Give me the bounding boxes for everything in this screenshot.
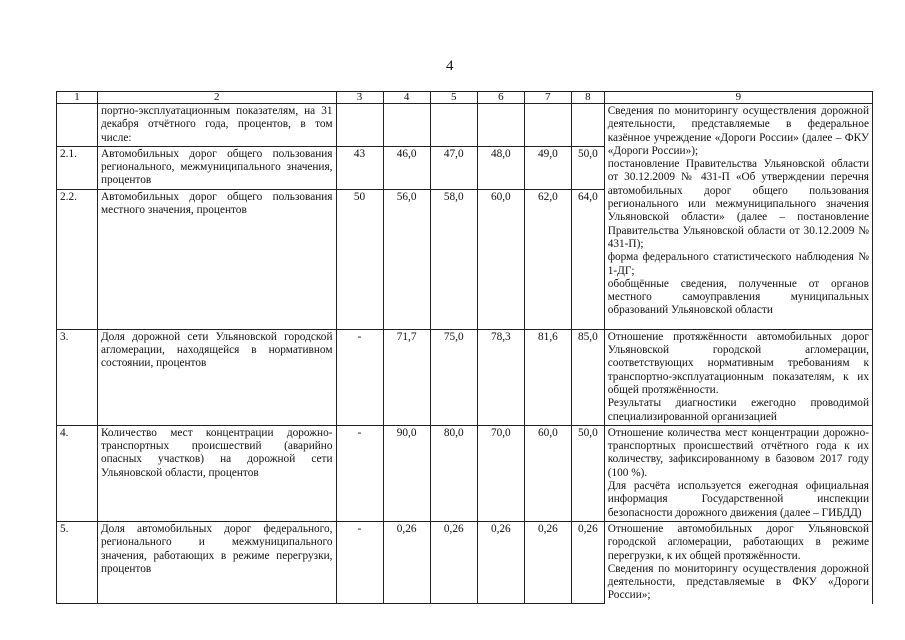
value-cell: 48,0	[477, 146, 524, 189]
source-paragraph: Сведения по мониторингу осуществления дорожной деятельности, представляемые в федеральное казённое учреждение «Дороги России» (далее – ФКУ «Дороги России»);	[607, 105, 869, 157]
column-header: 6	[477, 92, 524, 104]
value-cell: 85,0	[571, 329, 604, 425]
page-number: 4	[446, 58, 454, 74]
value-cell: 0,26	[571, 521, 604, 603]
value-cell: 49,0	[524, 146, 571, 189]
row-number: 3.	[57, 329, 98, 425]
value-cell: 0,26	[524, 521, 571, 603]
value-cell: 60,0	[524, 425, 571, 521]
value-cell: 60,0	[477, 189, 524, 329]
indicator-name: портно-эксплуатационным показателям, на 31 декабря отчётного года, процентов, в том числе:	[97, 104, 336, 147]
value-cell: -	[336, 329, 383, 425]
table-row	[57, 104, 873, 147]
indicators-table	[56, 91, 873, 604]
source-cell	[604, 425, 872, 521]
indicator-name: Автомобильных дорог общего пользования местного значения, процентов	[97, 189, 336, 329]
indicator-name: Автомобильных дорог общего пользования регионального, межмуниципального значения, процентов	[97, 146, 336, 189]
source-paragraph: Для расчёта используется ежегодная официальная информация Государственной инспекции безопасности дорожного движения (далее – ГИБДД)	[607, 480, 869, 519]
table-row	[57, 425, 873, 521]
table-row	[57, 521, 873, 603]
value-cell: -	[336, 425, 383, 521]
value-cell: -	[336, 521, 383, 603]
row-number: 2.1.	[57, 146, 98, 189]
value-cell: 78,3	[477, 329, 524, 425]
source-paragraph: Отношение количества мест концентрации дорожно-транспортных происшествий отчётного года к их количеству, зафиксированному в базовом 2017 году (100 %).	[607, 426, 869, 479]
value-cell: 71,7	[383, 329, 430, 425]
value-cell: 47,0	[430, 146, 477, 189]
value-cell: 50	[336, 189, 383, 329]
indicator-name: Доля автомобильных дорог федерального, регионального и межмуниципального значения, работающих в режиме перегрузки, процентов	[97, 521, 336, 603]
row-number: 4.	[57, 425, 98, 521]
source-paragraph: Отношение протяжённости автомобильных дорог Ульяновской городской агломерации, соответствующих нормативным требованиям к транспортно-эксплуатационным показателям, к их общей протяжённости.	[607, 330, 869, 396]
source-cell	[604, 329, 872, 425]
value-cell: 43	[336, 146, 383, 189]
column-header: 1	[57, 92, 98, 104]
value-cell: 50,0	[571, 146, 604, 189]
value-cell	[571, 104, 604, 147]
value-cell: 58,0	[430, 189, 477, 329]
source-paragraph: форма федерального статистического наблюдения № 1-ДГ;	[607, 251, 869, 277]
value-cell: 70,0	[477, 425, 524, 521]
header-row	[57, 92, 873, 104]
source-paragraph: постановление Правительства Ульяновской области от 30.12.2009 № 431-П «Об утверждении перечня автомобильных дорог общего пользования регионального или межмуниципального значения Ульяновской области» (далее – постановление Правительства Ульяновской области от 30.12.2009 № 431-П);	[607, 158, 869, 250]
indicator-name: Доля дорожной сети Ульяновской городской агломерации, находящейся в нормативном состоянии, процентов	[97, 329, 336, 425]
value-cell: 0,26	[383, 521, 430, 603]
column-header: 4	[383, 92, 430, 104]
value-cell: 90,0	[383, 425, 430, 521]
value-cell: 46,0	[383, 146, 430, 189]
row-number: 2.2.	[57, 189, 98, 329]
table-row	[57, 329, 873, 425]
source-paragraph: Результаты диагностики ежегодно проводимой специализированной организацией	[607, 397, 869, 423]
value-cell: 0,26	[430, 521, 477, 603]
column-header: 7	[524, 92, 571, 104]
column-header: 2	[97, 92, 336, 104]
value-cell	[383, 104, 430, 147]
value-cell: 81,6	[524, 329, 571, 425]
source-cell	[604, 521, 872, 603]
row-number	[57, 104, 98, 147]
value-cell: 80,0	[430, 425, 477, 521]
value-cell	[524, 104, 571, 147]
indicator-name: Количество мест концентрации дорожно-транспортных происшествий (аварийно опасных участков) на дорожной сети Ульяновской области, процентов	[97, 425, 336, 521]
row-number: 5.	[57, 521, 98, 603]
source-paragraph: Отношение автомобильных дорог Ульяновской городской агломерации, работающих в режиме перегрузки, к их общей протяжённости.	[607, 522, 869, 562]
value-cell	[430, 104, 477, 147]
source-paragraph: обобщённые сведения, полученные от органов местного самоуправления муниципальных образований Ульяновской области	[607, 277, 869, 317]
value-cell: 56,0	[383, 189, 430, 329]
column-header: 5	[430, 92, 477, 104]
value-cell: 50,0	[571, 425, 604, 521]
source-cell	[604, 104, 872, 330]
value-cell: 64,0	[571, 189, 604, 329]
value-cell	[477, 104, 524, 147]
source-paragraph: Сведения по мониторингу осуществления дорожной деятельности, представляемые в ФКУ «Дороги России»;	[607, 562, 869, 602]
column-header: 9	[604, 92, 872, 104]
column-header: 3	[336, 92, 383, 104]
value-cell: 62,0	[524, 189, 571, 329]
value-cell	[336, 104, 383, 147]
value-cell: 75,0	[430, 329, 477, 425]
column-header: 8	[571, 92, 604, 104]
value-cell: 0,26	[477, 521, 524, 603]
